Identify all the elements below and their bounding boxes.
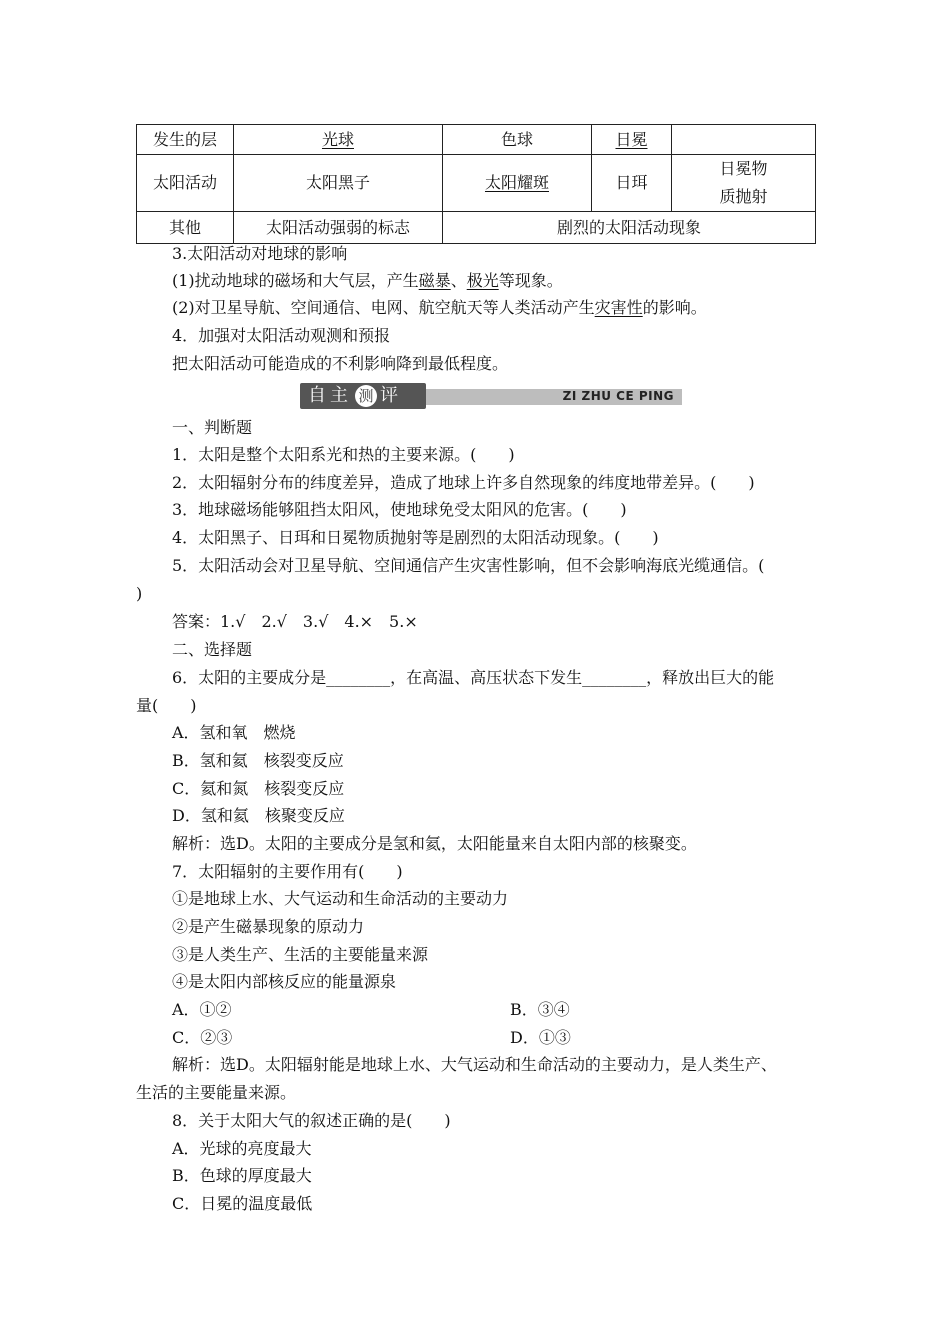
option: B．③④ xyxy=(510,1000,570,1019)
option: A．氢和氧 燃烧 xyxy=(172,723,296,742)
table-cell xyxy=(592,125,672,155)
text-span: 的影响。 xyxy=(642,298,707,317)
cell-line: 质抛射 xyxy=(719,187,768,206)
section-heading: 3.太阳活动对地球的影响 xyxy=(172,244,348,263)
table-cell xyxy=(672,155,816,212)
banner-char: 评 xyxy=(380,385,402,406)
underlined-term: 日冕 xyxy=(615,129,648,149)
banner-char-circle: 测 xyxy=(355,385,377,407)
question: 4．太阳黑子、日珥和日冕物质抛射等是剧烈的太阳活动现象。( ) xyxy=(172,528,659,547)
underlined-term: 太阳耀斑 xyxy=(484,173,549,192)
table-row xyxy=(137,155,816,212)
statement: ③是人类生产、生活的主要能量来源 xyxy=(172,945,429,964)
banner-char: 主 xyxy=(330,385,352,406)
text-span: 、 xyxy=(450,271,467,290)
table-cell: 发生的层 xyxy=(137,125,234,155)
table-row xyxy=(137,125,816,155)
explanation-continuation: 生活的主要能量来源。 xyxy=(136,1083,297,1102)
option: B．氢和氦 核裂变反应 xyxy=(172,751,344,770)
table-cell: 太阳活动强弱的标志 xyxy=(234,212,443,244)
text-span: 等现象。 xyxy=(498,271,563,290)
table-cell xyxy=(443,155,592,212)
underlined-term: 极光 xyxy=(466,271,499,290)
table-cell: 色球 xyxy=(443,125,592,155)
paragraph xyxy=(172,271,563,291)
underlined-term: 磁暴 xyxy=(418,271,451,290)
table-cell: 太阳黑子 xyxy=(234,155,443,212)
statement: ①是地球上水、大气运动和生命活动的主要动力 xyxy=(172,889,509,908)
table-cell: 日珥 xyxy=(592,155,672,212)
explanation: 解析：选D。太阳辐射能是地球上水、大气运动和生命活动的主要动力，是人类生产、 xyxy=(172,1055,777,1074)
text-span: (2)对卫星导航、空间通信、电网、航空航天等人类活动产生 xyxy=(172,298,595,317)
section-banner xyxy=(300,383,682,409)
banner-char: 自 xyxy=(308,385,330,406)
paragraph: 把太阳活动可能造成的不利影响降到最低程度。 xyxy=(172,354,509,373)
option: B．色球的厚度最大 xyxy=(172,1166,312,1185)
question: 5．太阳活动会对卫星导航、空间通信产生灾害性影响，但不会影响海底光缆通信。( xyxy=(172,556,765,575)
table-cell: 其他 xyxy=(137,212,234,244)
question: 6．太阳的主要成分是________，在高温、高压状态下发生________，释放出巨大的能 xyxy=(172,668,775,687)
table-cell xyxy=(234,125,443,155)
option: C．日冕的温度最低 xyxy=(172,1194,313,1213)
question-continuation: 量( ) xyxy=(136,696,197,715)
table-row xyxy=(137,212,816,244)
statement: ②是产生磁暴现象的原动力 xyxy=(172,917,365,936)
cell-line: 日冕物 xyxy=(719,159,768,178)
option: C．②③ xyxy=(172,1028,233,1047)
question: 7．太阳辐射的主要作用有( ) xyxy=(172,862,403,881)
underlined-term: 光球 xyxy=(321,129,354,149)
table-cell xyxy=(672,125,816,155)
banner-pinyin: ZI ZHU CE PING xyxy=(562,389,674,403)
question: 8．关于太阳大气的叙述正确的是( ) xyxy=(172,1111,451,1130)
option: A．①② xyxy=(172,1000,232,1019)
paragraph xyxy=(172,298,707,318)
underlined-term: 灾害性 xyxy=(594,298,643,317)
answer-key: 答案：1.√ 2.√ 3.√ 4.× 5.× xyxy=(172,612,418,631)
question-continuation: ) xyxy=(136,584,143,603)
option: C．氦和氮 核裂变反应 xyxy=(172,779,345,798)
option: A．光球的亮度最大 xyxy=(172,1139,312,1158)
part-title: 一、判断题 xyxy=(172,418,253,437)
statement: ④是太阳内部核反应的能量源泉 xyxy=(172,972,397,991)
explanation: 解析：选D。太阳的主要成分是氢和氦，太阳能量来自太阳内部的核聚变。 xyxy=(172,834,697,853)
question: 2．太阳辐射分布的纬度差异，造成了地球上许多自然现象的纬度地带差异。( ) xyxy=(172,473,755,492)
option: D．氢和氦 核聚变反应 xyxy=(172,806,345,825)
option: D．①③ xyxy=(510,1028,571,1047)
solar-activity-table xyxy=(136,124,816,244)
question: 3．地球磁场能够阻挡太阳风，使地球免受太阳风的危害。( ) xyxy=(172,500,627,519)
section-heading: 4．加强对太阳活动观测和预报 xyxy=(172,326,391,345)
table-cell: 太阳活动 xyxy=(137,155,234,212)
part-title: 二、选择题 xyxy=(172,640,253,659)
banner-title xyxy=(308,384,402,408)
table-cell: 剧烈的太阳活动现象 xyxy=(443,212,816,244)
question: 1．太阳是整个太阳系光和热的主要来源。( ) xyxy=(172,445,515,464)
text-span: (1)扰动地球的磁场和大气层，产生 xyxy=(172,271,419,290)
